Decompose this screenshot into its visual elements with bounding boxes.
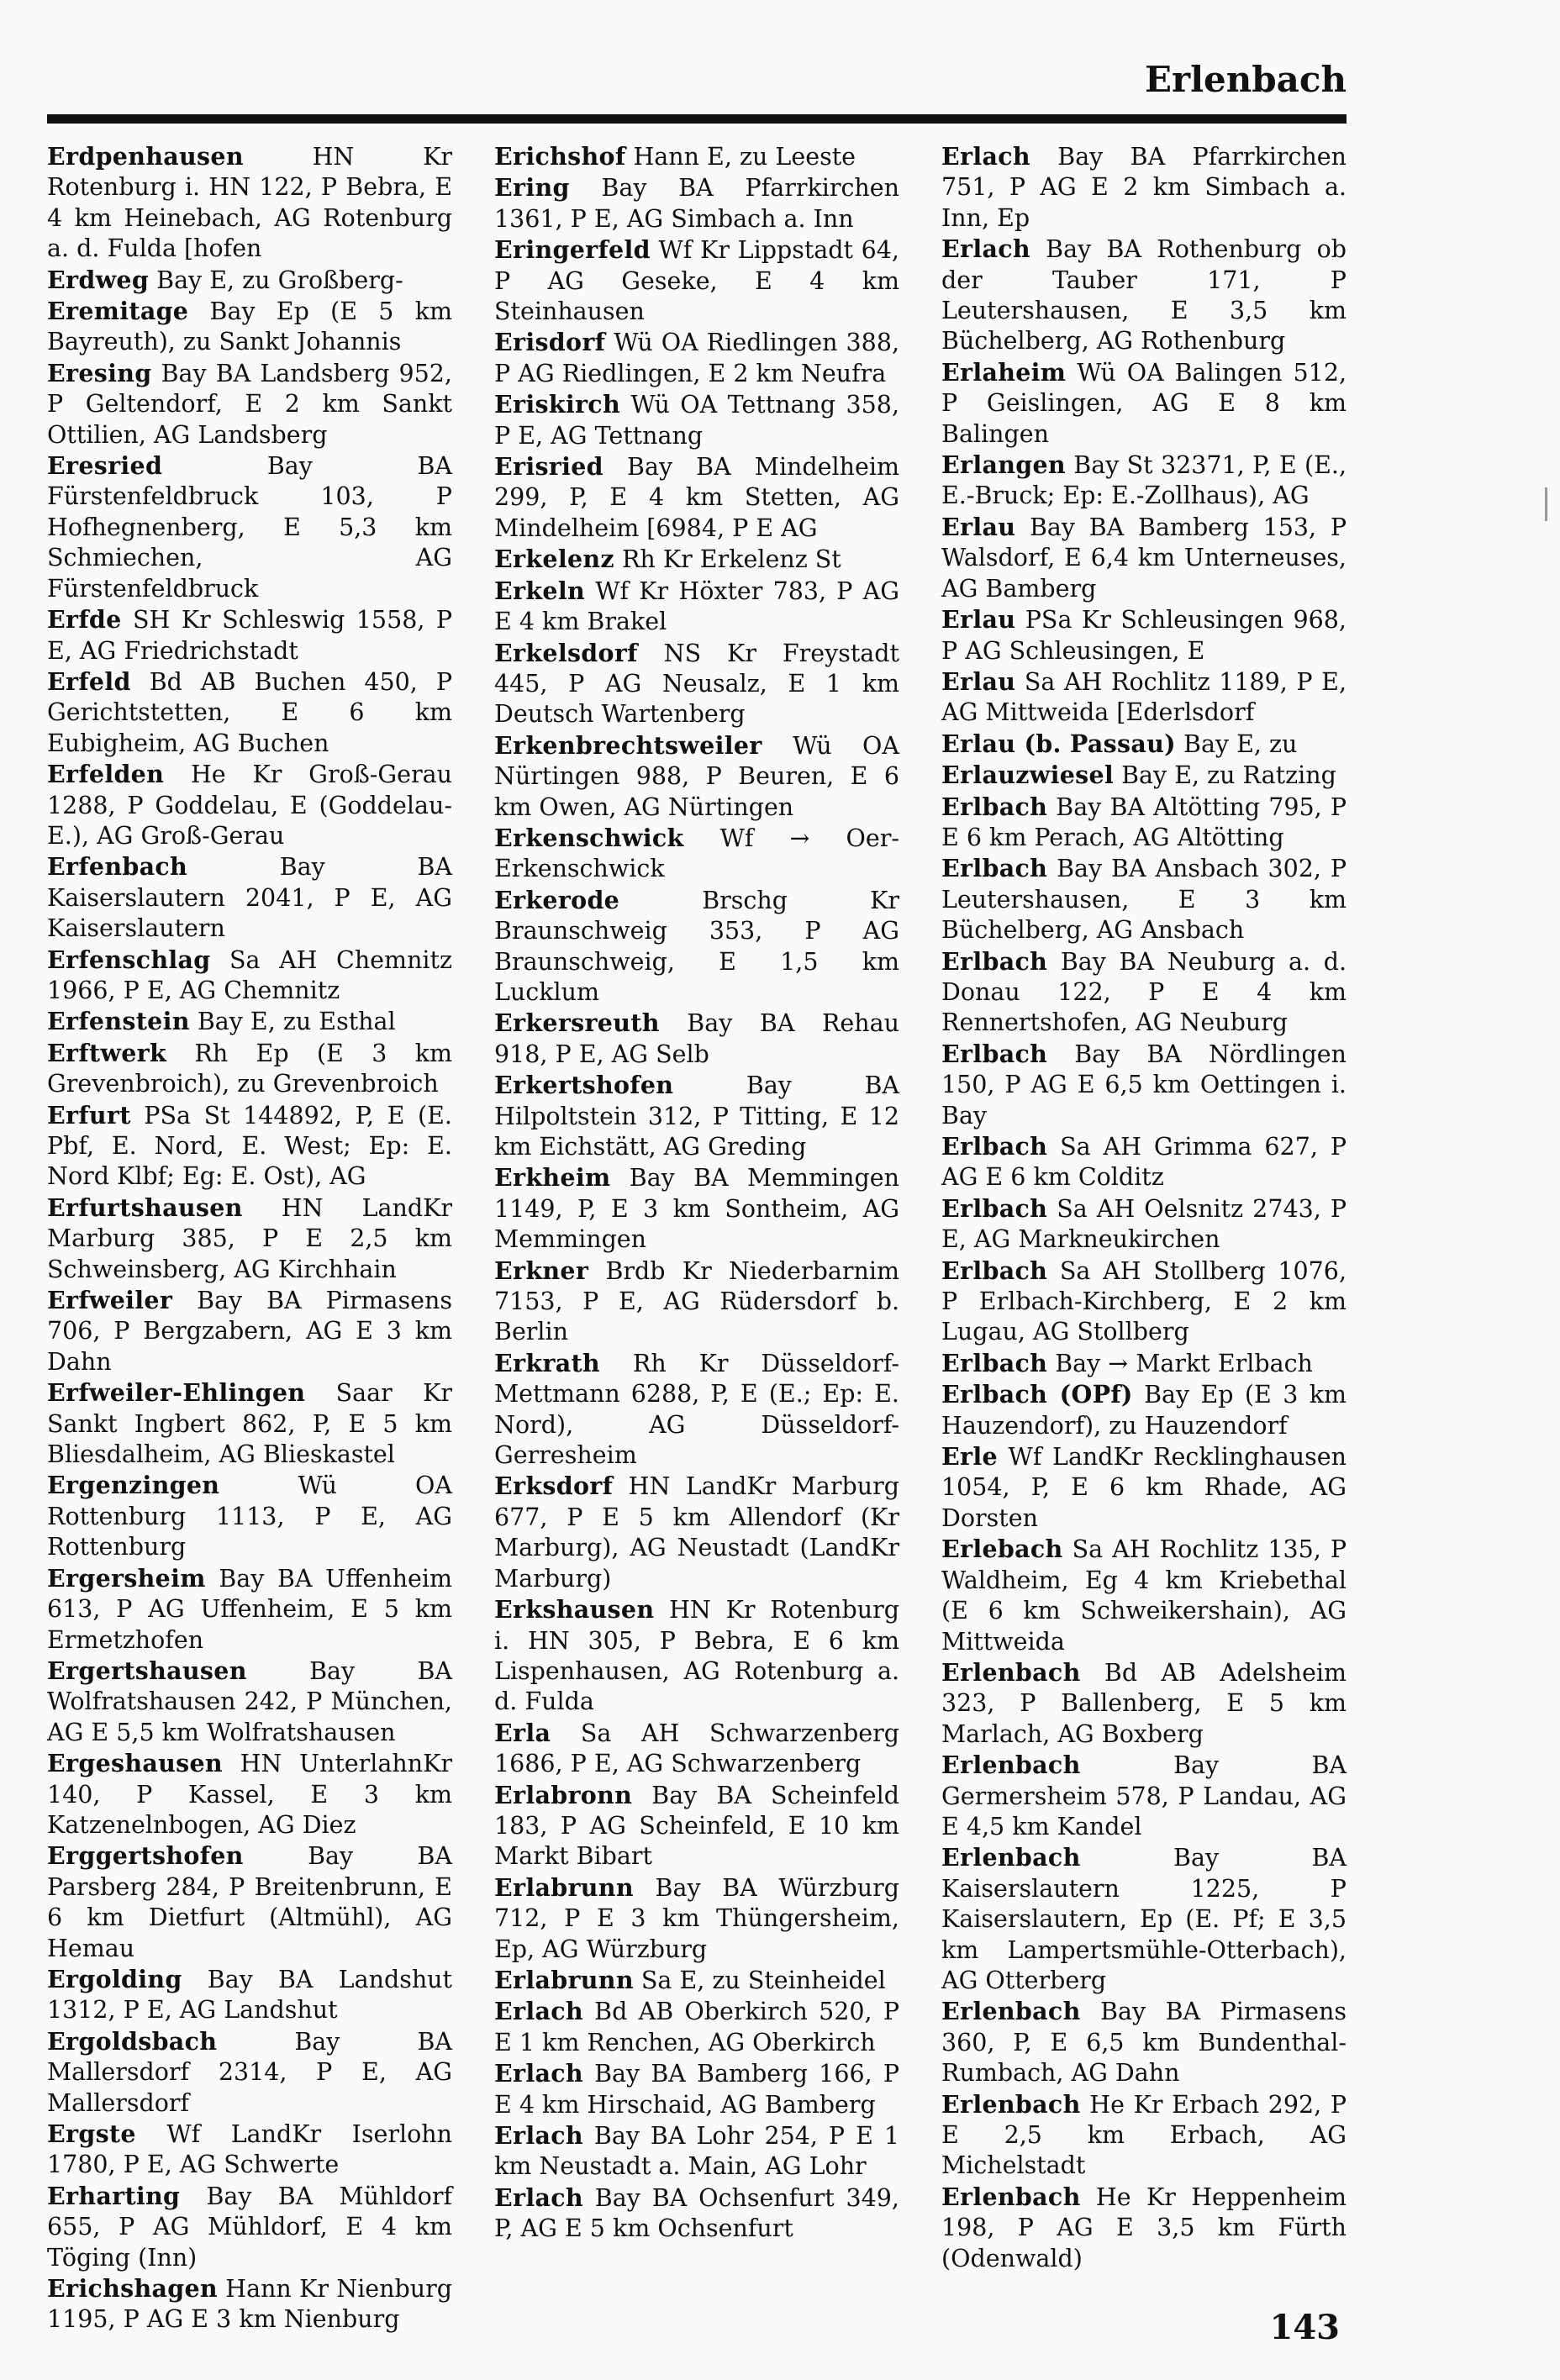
entry-headword: Erlenbach — [941, 2089, 1081, 2119]
entry-headword: Erkerode — [494, 885, 620, 914]
entry-headword: Erfde — [47, 605, 122, 634]
entry-headword: Erlabronn — [494, 1780, 633, 1809]
entry-headword: Ergste — [47, 2119, 136, 2148]
entry-details: Bd AB Buchen 450, P Gerichtstetten, E 6 km Eubigheim, AG Buchen — [47, 667, 453, 757]
entry-headword: Erfeld — [47, 666, 131, 696]
entry-details: Wü OA Tettnang 358, P E, AG Tettnang — [494, 391, 899, 450]
gazetteer-entry — [941, 1131, 1347, 1193]
entry-headword: Ering — [494, 173, 570, 203]
gazetteer-entry — [941, 666, 1347, 729]
entry-details: HN LandKr Marburg 385, P E 2,5 km Schweinsberg, AG Kirchhain — [47, 1193, 452, 1283]
entry-details: Wf LandKr Iserlohn 1780, P E, AG Schwerte — [47, 2120, 453, 2179]
gazetteer-entry — [941, 2089, 1347, 2182]
gazetteer-entry — [47, 1470, 452, 1562]
entry-headword: Erdpenhausen — [47, 142, 244, 171]
entry-details: Rh Kr Erkelenz St — [621, 545, 841, 574]
entry-details: Wü OA Balingen 512, P Geislingen, AG E 8 km Balingen — [941, 358, 1347, 448]
entry-details: Bay St 32371, P, E (E., E.-Bruck; Ep: E.-Zollhaus), AG — [941, 451, 1347, 510]
entry-headword: Erfenstein — [47, 1007, 190, 1036]
entry-details: HN LandKr Marburg 677, P E 5 km Allendorf (Kr Marburg), AG Neustadt (LandKr Marburg) — [494, 1472, 899, 1593]
gazetteer-entry — [494, 141, 899, 172]
entry-headword: Erfurtshausen — [47, 1193, 243, 1222]
column-right — [941, 141, 1347, 2272]
gazetteer-entry — [941, 1842, 1347, 1996]
entry-headword: Erlebach — [941, 1535, 1063, 1564]
gazetteer-entry — [941, 1379, 1347, 1441]
gazetteer-entry — [494, 1718, 899, 1780]
gazetteer-entry — [941, 141, 1347, 234]
entry-headword: Erkeln — [494, 576, 585, 605]
entry-headword: Erlbach — [941, 1193, 1048, 1223]
entry-details: Bay BA Nördlingen 150, P AG E 6,5 km Oettingen i. Bay — [941, 1040, 1347, 1129]
entry-headword: Ergolding — [47, 1964, 182, 1993]
entry-details: Sa AH Rochlitz 135, P Waldheim, Eg 4 km Kriebethal (E 6 km Schweikershain), AG Mittweida — [941, 1535, 1347, 1656]
entry-details: Wf Kr Höxter 783, P AG E 4 km Brakel — [494, 577, 899, 636]
gazetteer-entry — [494, 730, 899, 823]
gazetteer-entry — [494, 544, 899, 575]
gazetteer-entry — [941, 1256, 1347, 1348]
gazetteer-entry — [47, 666, 452, 759]
entry-headword: Erlach — [494, 2183, 583, 2212]
entry-headword: Erlbach — [941, 1039, 1048, 1068]
entry-headword: Erkersreuth — [494, 1008, 660, 1038]
gazetteer-entry — [47, 1656, 452, 1748]
entry-details: NS Kr Freystadt 445, P AG Neusalz, E 1 km Deutsch Wartenberg — [494, 639, 899, 729]
gazetteer-entry — [47, 1285, 452, 1377]
entry-details: He Kr Erbach 292, P E 2,5 km Erbach, AG Michelstadt — [941, 2090, 1347, 2180]
entry-details: Bay BA Scheinfeld 183, P AG Scheinfeld, E 10 km Markt Bibart — [494, 1781, 900, 1871]
gazetteer-entry — [941, 234, 1347, 357]
entry-headword: Erlau — [941, 666, 1016, 696]
entry-details: Sa AH Chemnitz 1966, P E, AG Chemnitz — [47, 945, 453, 1004]
entry-details: Sa AH Stollberg 1076, P Erlbach-Kirchberg, E 2 km Lugau, AG Stollberg — [941, 1256, 1347, 1346]
running-head: Erlenbach — [1144, 59, 1347, 100]
entry-headword: Erdweg — [47, 265, 150, 294]
entry-details: Sa AH Rochlitz 1189, P E, AG Mittweida [Ederlsdorf — [941, 667, 1347, 727]
entry-details: Rh Kr Düsseldorf-Mettmann 6288, P, E (E.; Ep: E. Nord), AG Düsseldorf-Gerresheim — [494, 1349, 900, 1470]
entry-headword: Erlach — [941, 142, 1030, 171]
gazetteer-entry — [47, 2181, 452, 2273]
entry-headword: Erkheim — [494, 1163, 611, 1193]
entry-headword: Eresing — [47, 358, 152, 387]
gazetteer-entry — [941, 512, 1347, 604]
entry-headword: Erle — [941, 1442, 998, 1472]
gazetteer-entry — [47, 851, 452, 944]
gazetteer-entry — [47, 1038, 452, 1100]
entry-details: Bay BA Parsberg 284, P Breitenbrunn, E 6 km Dietfurt (Altmühl), AG Hemau — [47, 1842, 453, 1962]
entry-headword: Erfweiler-Ehlingen — [47, 1378, 306, 1408]
entry-details: Bay BA Mindelheim 299, P, E 4 km Stetten, AG Mindelheim [6984, P E AG — [494, 453, 899, 542]
entry-headword: Erlau — [941, 605, 1016, 634]
gazetteer-entry — [941, 760, 1347, 791]
entry-headword: Erkertshofen — [494, 1071, 674, 1100]
entry-details: Sa AH Grimma 627, P AG E 6 km Colditz — [941, 1133, 1347, 1192]
entry-headword: Erlach — [941, 234, 1030, 264]
entry-details: Bay BA Würzburg 712, P E 3 km Thüngersheim, Ep, AG Würzburg — [494, 1873, 900, 1963]
entry-headword: Erlbach — [941, 1132, 1048, 1161]
entry-details: Bay BA Fürstenfeldbruck 103, P Hofhegnenberg, E 5,3 km Schmiechen, AG Fürstenfeldbruck — [47, 452, 452, 603]
gazetteer-entry — [494, 2120, 899, 2183]
entry-details: Bay BA Memmingen 1149, P, E 3 km Sontheim, AG Memmingen — [494, 1164, 899, 1254]
entry-headword: Erla — [494, 1718, 551, 1747]
entry-headword: Erlenbach — [941, 1657, 1081, 1687]
entry-details: Bay BA Pfarrkirchen 1361, P E, AG Simbach a. Inn — [494, 174, 899, 233]
entry-details: Bay BA Lohr 254, P E 1 km Neustadt a. Main, AG Lohr — [494, 2122, 899, 2181]
gazetteer-entry — [941, 1657, 1347, 1750]
gazetteer-entry — [494, 1965, 899, 1996]
entry-details: Sa AH Schwarzenberg 1686, P E, AG Schwarzenberg — [494, 1719, 900, 1778]
gazetteer-entry — [47, 296, 452, 358]
entry-headword: Erlach — [494, 2121, 583, 2150]
entry-headword: Erlangen — [941, 450, 1066, 480]
entry-headword: Erkner — [494, 1256, 589, 1285]
gazetteer-entry — [494, 2058, 899, 2120]
gazetteer-entry — [494, 1780, 899, 1872]
gazetteer-entry — [494, 1256, 899, 1348]
gazetteer-entry — [47, 945, 452, 1007]
gazetteer-entry — [941, 357, 1347, 450]
gazetteer-entry — [941, 1534, 1347, 1657]
scan-margin-mark — [1545, 487, 1547, 521]
entry-headword: Erlbach — [941, 792, 1048, 821]
gazetteer-entry — [941, 1348, 1347, 1379]
entry-details: Wü OA Rottenburg 1113, P E, AG Rottenburg — [47, 1472, 452, 1561]
gazetteer-entry — [47, 604, 452, 666]
entry-details: Wf Kr Lippstadt 64, P AG Geseke, E 4 km Steinhausen — [494, 236, 899, 326]
gazetteer-entry — [494, 327, 899, 389]
entry-details: Sa AH Oelsnitz 2743, P E, AG Markneukirchen — [941, 1194, 1347, 1254]
gazetteer-entry — [494, 1348, 899, 1472]
gazetteer-entry — [494, 2183, 899, 2245]
gazetteer-entry — [47, 1100, 452, 1193]
entry-headword: Erichshagen — [47, 2274, 218, 2304]
gazetteer-entry — [941, 1750, 1347, 1842]
entry-details: Rh Ep (E 3 km Grevenbroich), zu Grevenbroich — [47, 1039, 452, 1098]
gazetteer-entry — [47, 141, 452, 265]
entry-details: Bay BA Pfarrkirchen 751, P AG E 2 km Simbach a. Inn, Ep — [941, 143, 1347, 232]
gazetteer-entry — [494, 1008, 899, 1070]
entry-details: Bay E, zu Großberg- — [156, 266, 403, 294]
entry-details: Bay → Markt Erlbach — [1055, 1349, 1313, 1377]
entry-headword: Ergeshausen — [47, 1749, 223, 1778]
entry-details: HN Kr Rotenburg i. HN 305, P Bebra, E 6 km Lispenhausen, AG Rotenburg a. d. Fulda — [494, 1596, 899, 1716]
entry-details: Bay BA Rothenburg ob der Tauber 171, P Leutershausen, E 3,5 km Büchelberg, AG Rothenburg — [941, 235, 1347, 355]
entry-details: Bay Ep (E 3 km Hauzendorf), zu Hauzendorf — [941, 1381, 1347, 1440]
column-left — [47, 141, 453, 2334]
entry-headword: Erfurt — [47, 1100, 131, 1129]
entry-details: Bay BA Ansbach 302, P Leutershausen, E 3 km Büchelberg, AG Ansbach — [941, 855, 1347, 945]
gazetteer-entry — [494, 576, 899, 638]
entry-details: Bay BA Hilpoltstein 312, P Titting, E 12 km Eichstätt, AG Greding — [494, 1072, 900, 1161]
entry-details: PSa Kr Schleusingen 968, P AG Schleusingen, E — [941, 606, 1347, 665]
gazetteer-entry — [47, 2026, 452, 2119]
entry-details: Bay BA Bamberg 153, P Walsdorf, E 6,4 km Unterneuses, AG Bamberg — [941, 513, 1347, 603]
entry-headword: Erkelenz — [494, 545, 614, 574]
entry-details: HN UnterlahnKr 140, P Kassel, E 3 km Katzenelnbogen, AG Diez — [47, 1750, 453, 1839]
gazetteer-entry — [47, 1006, 452, 1037]
entry-details: Brschg Kr Braunschweig 353, P AG Braunschweig, E 1,5 km Lucklum — [494, 886, 899, 1006]
gazetteer-entry — [494, 234, 899, 327]
entry-headword: Erlenbach — [941, 1843, 1081, 1872]
gazetteer-entry — [47, 1377, 452, 1470]
entry-details: Bay BA Landsberg 952, P Geltendorf, E 2 km Sankt Ottilien, AG Landsberg — [47, 359, 452, 449]
entry-headword: Erlbach — [941, 854, 1048, 883]
gazetteer-entry — [494, 451, 899, 544]
entry-details: Bay E, zu Esthal — [197, 1008, 396, 1036]
entry-headword: Erisried — [494, 452, 603, 482]
entry-details: Bay E, zu Ratzing — [1121, 761, 1336, 790]
entry-details: Wü OA Nürtingen 988, P Beuren, E 6 km Owen, AG Nürtingen — [494, 731, 900, 821]
gazetteer-entry — [941, 853, 1347, 945]
entry-details: He Kr Groß-Gerau 1288, P Goddelau, E (Goddelau-E.), AG Groß-Gerau — [47, 761, 453, 850]
entry-details: Bd AB Oberkirch 520, P E 1 km Renchen, AG Oberkirch — [494, 1998, 899, 2056]
entry-headword: Erlabrunn — [494, 1872, 634, 1902]
gazetteer-entry — [941, 1193, 1347, 1256]
gazetteer-entry — [47, 450, 452, 604]
entry-headword: Erftwerk — [47, 1038, 166, 1067]
entry-headword: Erlau — [941, 512, 1016, 541]
entry-headword: Ergertshausen — [47, 1656, 247, 1685]
gazetteer-entry — [941, 1996, 1347, 2088]
entry-headword: Ergoldsbach — [47, 2026, 218, 2056]
entry-details: Hann E, zu Leeste — [633, 143, 856, 171]
entry-headword: Erlbach — [941, 1348, 1048, 1377]
gazetteer-entry — [494, 389, 899, 451]
gazetteer-entry — [494, 1594, 899, 1718]
entry-details: Bay BA Mühldorf 655, P AG Mühldorf, E 4 km Töging (Inn) — [47, 2182, 453, 2272]
entry-headword: Erfelden — [47, 760, 165, 789]
entry-details: Brdb Kr Niederbarnim 7153, P E, AG Rüdersdorf b. Berlin — [494, 1256, 899, 1346]
gazetteer-entry — [941, 2182, 1347, 2274]
entry-headword: Erkenschwick — [494, 823, 684, 852]
gazetteer-entry — [47, 2119, 452, 2181]
gazetteer-entry — [941, 450, 1347, 512]
gazetteer-entry — [47, 1840, 452, 1964]
entry-details: Bay BA Uffenheim 613, P AG Uffenheim, E 5 km Ermetzhofen — [47, 1564, 453, 1654]
gazetteer-entry — [941, 1039, 1347, 1131]
entry-details: Bay BA Mallersdorf 2314, P E, AG Mallersdorf — [47, 2027, 452, 2117]
gazetteer-entry — [47, 1563, 452, 1656]
entry-headword: Erlach — [494, 1997, 583, 2026]
entry-headword: Ergenzingen — [47, 1471, 220, 1500]
entry-details: Bay BA Landshut 1312, P E, AG Landshut — [47, 1965, 452, 2025]
entry-details: Bay BA Ochsenfurt 349, P, AG E 5 km Ochsenfurt — [494, 2183, 899, 2243]
gazetteer-entry — [494, 1070, 899, 1162]
entry-headword: Erlbach (OPf) — [941, 1380, 1133, 1409]
entry-headword: Erichshof — [494, 142, 626, 171]
entry-headword: Erkelsdorf — [494, 638, 638, 667]
gazetteer-entry — [941, 792, 1347, 854]
entry-details: Sa E, zu Steinheidel — [640, 1966, 886, 1994]
entry-headword: Eresried — [47, 451, 163, 481]
column-middle — [494, 141, 900, 2243]
page-header — [47, 59, 1347, 109]
entry-headword: Erlau (b. Passau) — [941, 729, 1176, 758]
entry-headword: Ergersheim — [47, 1563, 206, 1593]
entry-details: Bay BA Kaiserslautern 1225, P Kaiserslautern, Ep (E. Pf; E 3,5 km Lampertsmühle-Otterbach), AG Otterberg — [941, 1844, 1347, 1994]
gazetteer-entry — [941, 946, 1347, 1039]
entry-headword: Erlenbach — [941, 1997, 1081, 2026]
entry-headword: Erfenschlag — [47, 945, 211, 974]
gazetteer-entry — [47, 759, 452, 851]
entry-details: Bay BA Bamberg 166, P E 4 km Hirschaid, AG Bamberg — [494, 2060, 900, 2119]
entry-details: Bay BA Wolfratshausen 242, P München, AG E 5,5 km Wolfratshausen — [47, 1656, 453, 1746]
entry-details: Bay BA Altötting 795, P E 6 km Perach, AG Altötting — [941, 792, 1347, 851]
gazetteer-entry — [494, 885, 899, 1008]
entry-details: Wf → Oer-Erkenschwick — [494, 824, 900, 883]
entry-headword: Erlbach — [941, 946, 1048, 976]
entry-headword: Erlabrunn — [494, 1965, 634, 1994]
entry-details: Bay Ep (E 5 km Bayreuth), zu Sankt Johannis — [47, 298, 452, 356]
gazetteer-entry — [47, 1964, 452, 2026]
entry-details: Bay E, zu — [1183, 729, 1298, 758]
entry-details: Wü OA Riedlingen 388, P AG Riedlingen, E 2 km Neufra — [494, 329, 900, 387]
header-rule — [47, 114, 1347, 124]
entry-headword: Eremitage — [47, 297, 189, 326]
gazetteer-entry — [941, 604, 1347, 666]
entry-headword: Eringerfeld — [494, 235, 651, 265]
gazetteer-entry — [494, 1872, 899, 1965]
gazetteer-entry — [47, 358, 452, 450]
gazetteer-entry — [47, 1748, 452, 1840]
entry-headword: Erlauzwiesel — [941, 761, 1115, 790]
entry-details: Saar Kr Sankt Ingbert 862, P, E 5 km Bliesdalheim, AG Blieskastel — [47, 1379, 452, 1469]
entry-details: Bay BA Pirmasens 706, P Bergzabern, AG E 3 km Dahn — [47, 1287, 452, 1376]
entry-headword: Erfenbach — [47, 852, 188, 882]
gazetteer-entry — [494, 638, 899, 730]
gazetteer-entry — [941, 1441, 1347, 1534]
entry-headword: Eriskirch — [494, 390, 620, 419]
gazetteer-entry — [47, 1193, 452, 1285]
entry-details: Bay BA Kaiserslautern 2041, P E, AG Kaiserslautern — [47, 853, 452, 943]
gazetteer-entry — [494, 823, 899, 885]
entry-details: Bay BA Pirmasens 360, P, E 6,5 km Bundenthal-Rumbach, AG Dahn — [941, 1998, 1347, 2088]
entry-headword: Erggertshofen — [47, 1841, 244, 1871]
entry-details: Hann Kr Nienburg 1195, P AG E 3 km Nienburg — [47, 2275, 452, 2334]
entry-details: Bay BA Neuburg a. d. Donau 122, P E 4 km Rennertshofen, AG Neuburg — [941, 947, 1347, 1037]
gazetteer-entry — [494, 1996, 899, 2058]
entry-headword: Erisdorf — [494, 328, 606, 357]
entry-details: SH Kr Schleswig 1558, P E, AG Friedrichstadt — [47, 606, 452, 665]
entry-headword: Erfweiler — [47, 1286, 173, 1315]
gazetteer-entry — [494, 1471, 899, 1594]
entry-headword: Erkrath — [494, 1348, 600, 1377]
gazetteer-entry — [941, 729, 1347, 760]
entry-details: HN Kr Rotenburg i. HN 122, P Bebra, E 4 km Heinebach, AG Rotenburg a. d. Fulda [hofen — [47, 143, 452, 263]
entry-details: Wf LandKr Recklinghausen 1054, P, E 6 km Rhade, AG Dorsten — [941, 1443, 1347, 1532]
entry-headword: Erharting — [47, 2181, 181, 2210]
entry-headword: Erlenbach — [941, 2182, 1081, 2211]
entry-details: Bd AB Adelsheim 323, P Ballenberg, E 5 km Marlach, AG Boxberg — [941, 1658, 1347, 1748]
entry-headword: Erlach — [494, 2059, 583, 2088]
entry-headword: Erlbach — [941, 1256, 1048, 1285]
page-number: 143 — [1269, 2308, 1340, 2347]
entry-details: Bay BA Germersheim 578, P Landau, AG E 4,5 km Kandel — [941, 1751, 1347, 1840]
entry-headword: Erlenbach — [941, 1751, 1081, 1780]
gazetteer-entry — [494, 1162, 899, 1255]
entry-headword: Erkshausen — [494, 1595, 655, 1624]
entry-details: Bay BA Rehau 918, P E, AG Selb — [494, 1009, 899, 1068]
entry-headword: Erksdorf — [494, 1472, 614, 1501]
gazetteer-entry — [47, 2273, 452, 2335]
gazetteer-entry — [494, 172, 899, 234]
gazetteer-entry — [47, 265, 452, 296]
entry-headword: Erkenbrechtsweiler — [494, 730, 762, 760]
entry-details: PSa St 144892, P, E (E. Pbf, E. Nord, E. West; Ep: E. Nord Klbf; Eg: E. Ost), AG — [47, 1101, 452, 1191]
entry-details: He Kr Heppenheim 198, P AG E 3,5 km Fürth (Odenwald) — [941, 2183, 1347, 2272]
entry-headword: Erlaheim — [941, 357, 1067, 387]
